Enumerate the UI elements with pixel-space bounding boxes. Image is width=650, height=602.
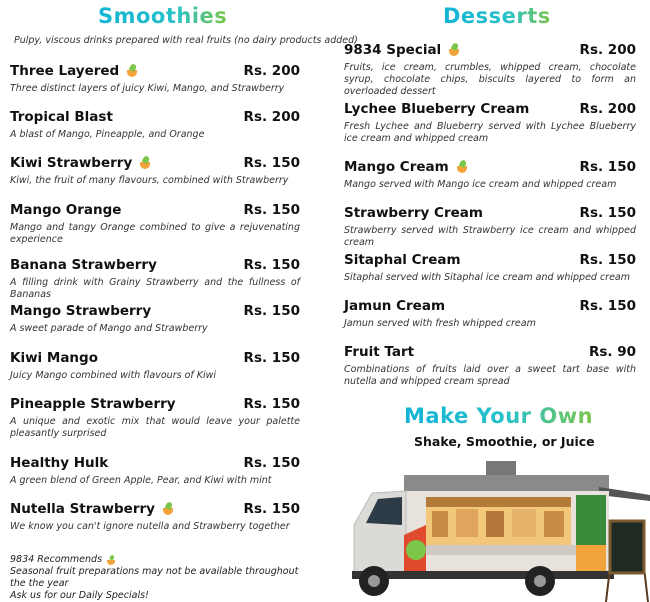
item-price: Rs. 200	[579, 101, 636, 117]
item-price: Rs. 200	[579, 42, 636, 58]
truck-graphic-fruit	[406, 540, 426, 560]
item-price: Rs. 150	[243, 501, 300, 517]
item-description: A green blend of Green Apple, Pear, and Kiwi with mint	[10, 475, 272, 486]
recommends-label: 9834 Recommends	[10, 554, 103, 565]
item-name: Mango Orange	[10, 202, 122, 218]
truck-interior-item	[512, 509, 536, 537]
item-description: A unique and exotic mix that would leave your palette pleasantly surprised	[10, 416, 300, 439]
item-description: Jamun served with fresh whipped cream	[344, 318, 536, 329]
menu-item	[10, 201, 300, 246]
item-name: Jamun Cream	[344, 298, 446, 314]
smoothie-bowl-icon	[447, 43, 461, 57]
item-description: Fresh Lychee and Blueberry served with Lychee Blueberry ice cream and whipped cream	[344, 121, 636, 144]
menu-item	[344, 251, 636, 284]
smoothie-bowl-icon	[125, 64, 139, 78]
truck-window-shelf	[426, 497, 571, 507]
menu-item	[344, 204, 636, 249]
item-price: Rs. 150	[243, 303, 300, 319]
item-price: Rs. 150	[243, 350, 300, 366]
menu-item	[10, 256, 300, 301]
truck-graphic-orange	[576, 545, 606, 573]
item-name: Mango Strawberry	[10, 303, 152, 319]
desserts-title: Desserts	[443, 4, 551, 28]
item-description: Fruits, ice cream, crumbles, whipped cream, chocolate syrup, chocolate chips, biscuits layered to form an overloaded dessert	[344, 62, 636, 97]
item-description: Three distinct layers of juicy Kiwi, Mango, and Strawberry	[10, 83, 285, 94]
smoothie-bowl-icon	[455, 160, 469, 174]
truck-interior-item	[432, 511, 448, 537]
item-description: A sweet parade of Mango and Strawberry	[10, 323, 208, 334]
item-name: Strawberry Cream	[344, 205, 483, 221]
truck-roof-vent	[486, 461, 516, 475]
chalkboard-sign	[610, 521, 644, 573]
smoothies-subtitle: Pulpy, viscous drinks prepared with real fruits (no dairy products added)	[14, 35, 358, 46]
truck-rear-hubcap	[534, 575, 546, 587]
menu-item	[10, 154, 300, 187]
truck-underbody	[352, 571, 614, 579]
item-price: Rs. 150	[579, 205, 636, 221]
menu-item	[10, 62, 300, 95]
item-name: Sitaphal Cream	[344, 252, 461, 268]
item-price: Rs. 150	[579, 298, 636, 314]
item-description: We know you can't ignore nutella and Strawberry together	[10, 521, 290, 532]
item-name: Fruit Tart	[344, 344, 415, 360]
seasonal-note: Seasonal fruit preparations may not be available throughout the the year	[10, 566, 299, 589]
menu-item	[10, 454, 300, 487]
item-description: Kiwi, the fruit of many flavours, combined with Strawberry	[10, 175, 289, 186]
item-price: Rs. 150	[243, 257, 300, 273]
food-truck-illustration	[344, 455, 650, 602]
item-name: Pineapple Strawberry	[10, 396, 176, 412]
item-price: Rs. 150	[243, 202, 300, 218]
item-description: Combinations of fruits laid over a sweet tart base with nutella and whipped cream spread	[344, 364, 636, 387]
item-name: Healthy Hulk	[10, 455, 109, 471]
item-name: Lychee Blueberry Cream	[344, 101, 530, 117]
menu-item	[344, 41, 636, 98]
smoothie-bowl-icon	[138, 156, 152, 170]
make-your-own-title: Make Your Own	[404, 404, 594, 428]
item-name: Mango Cream	[344, 159, 449, 175]
item-price: Rs. 150	[243, 396, 300, 412]
item-price: Rs. 200	[243, 63, 300, 79]
menu-item	[10, 349, 300, 382]
item-price: Rs. 200	[243, 109, 300, 125]
menu-footer	[10, 554, 310, 602]
item-description: Mango and tangy Orange combined to give a rejuvenating experience	[10, 222, 300, 245]
item-name: Banana Strawberry	[10, 257, 157, 273]
item-name: 9834 Special	[344, 42, 442, 58]
menu-item	[10, 395, 300, 440]
item-description: Mango served with Mango ice cream and whipped cream	[344, 179, 617, 190]
item-name: Kiwi Strawberry	[10, 155, 133, 171]
item-description: A filling drink with Grainy Strawberry and the fullness of Bananas	[10, 277, 300, 300]
menu-item	[10, 108, 300, 141]
menu-item	[344, 100, 636, 145]
item-price: Rs. 150	[579, 252, 636, 268]
truck-counter	[422, 545, 576, 555]
truck-graphic-green	[576, 495, 606, 545]
item-description: Juicy Mango combined with flavours of Kiwi	[10, 370, 217, 381]
smoothie-bowl-icon	[106, 555, 117, 566]
item-price: Rs. 150	[243, 455, 300, 471]
truck-front-hubcap	[368, 575, 380, 587]
smoothie-bowl-icon	[161, 502, 175, 516]
item-description: A blast of Mango, Pineapple, and Orange	[10, 129, 205, 140]
menu-item	[10, 500, 300, 533]
daily-specials-note: Ask us for our Daily Specials!	[10, 590, 149, 601]
truck-awning	[404, 475, 609, 491]
menu-item	[344, 158, 636, 191]
item-description: Sitaphal served with Sitaphal ice cream and whipped cream	[344, 272, 631, 283]
item-price: Rs. 150	[243, 155, 300, 171]
item-description: Strawberry served with Strawberry ice cream and whipped cream	[344, 225, 636, 248]
smoothies-title: Smoothies	[98, 4, 228, 28]
truck-interior-item	[456, 509, 478, 537]
item-name: Kiwi Mango	[10, 350, 98, 366]
make-your-own-subtitle: Shake, Smoothie, or Juice	[414, 434, 595, 449]
menu-item	[10, 302, 300, 335]
item-name: Three Layered	[10, 63, 120, 79]
menu-item	[344, 343, 636, 388]
truck-interior-item	[486, 511, 504, 537]
truck-interior-item	[544, 511, 564, 537]
item-price: Rs. 150	[579, 159, 636, 175]
item-price: Rs. 90	[588, 344, 636, 360]
item-name: Tropical Blast	[10, 109, 113, 125]
menu-item	[344, 297, 636, 330]
item-name: Nutella Strawberry	[10, 501, 155, 517]
